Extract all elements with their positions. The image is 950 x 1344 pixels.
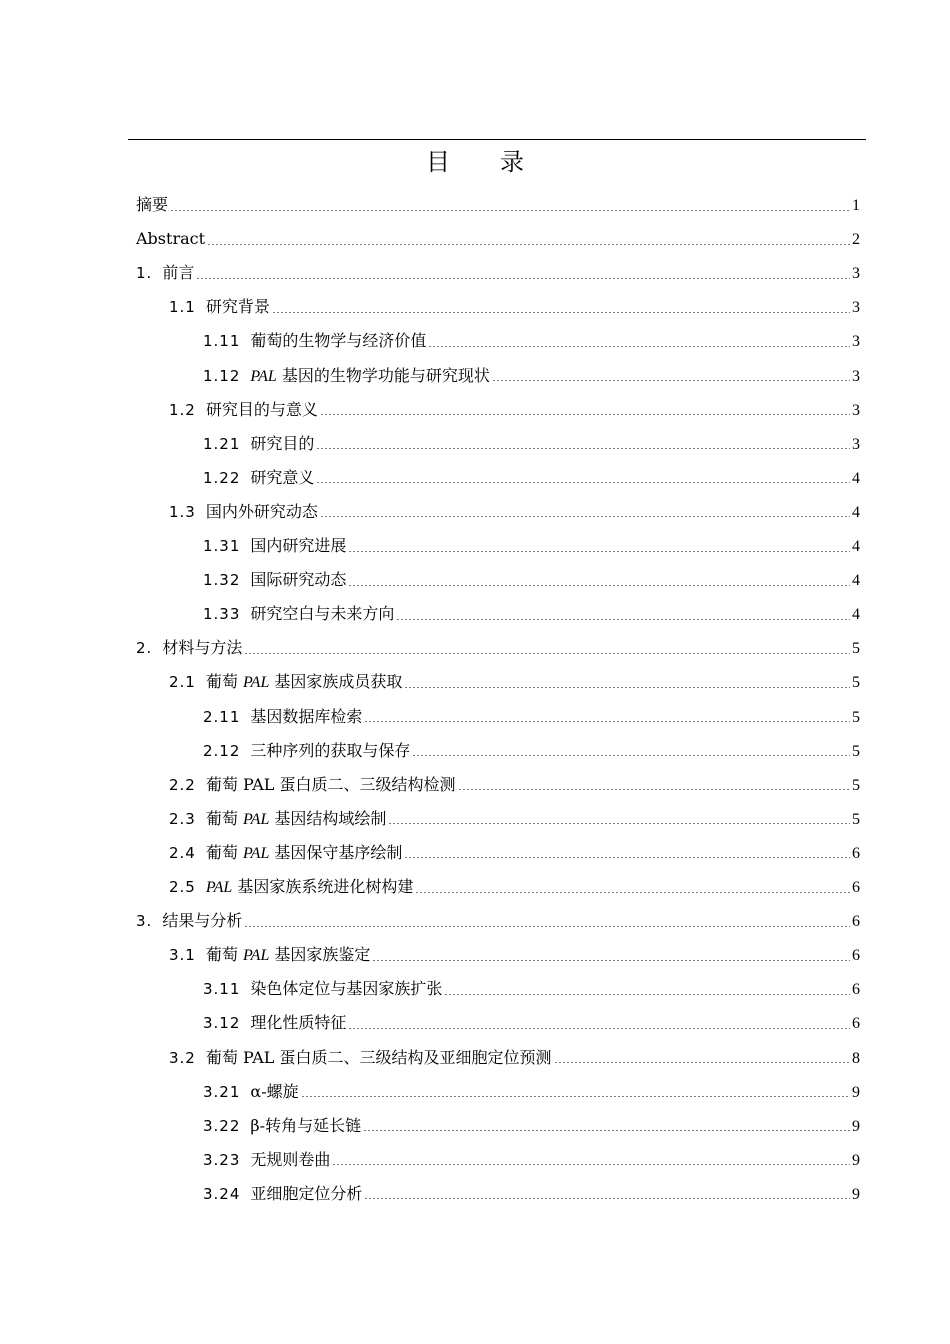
dot-leader: [492, 380, 850, 381]
dot-leader: [415, 892, 850, 893]
dot-leader: [316, 448, 850, 449]
toc-entry-label: PAL 基因的生物学功能与研究现状: [250, 365, 490, 385]
dot-leader: [348, 551, 850, 552]
toc-entry-label: 国内外研究动态: [205, 501, 318, 521]
toc-entry-number: 2.11: [203, 707, 241, 726]
toc-entry-number: 2.: [136, 639, 153, 658]
header-rule: [128, 139, 866, 140]
dot-leader: [320, 414, 850, 415]
toc-entry-label: 葡萄 PAL 基因家族鉴定: [205, 945, 371, 965]
dot-leader: [364, 721, 850, 722]
toc-entry-page: 5: [852, 708, 860, 726]
toc-entry[interactable]: [136, 188, 860, 222]
toc-entry-page: 3: [852, 299, 860, 317]
dot-leader: [404, 857, 850, 858]
dot-leader: [396, 619, 850, 620]
dot-leader: [316, 482, 850, 483]
toc-entry-page: 2: [852, 231, 860, 249]
toc-entry-number: 2.1: [169, 673, 196, 692]
toc-entry-page: 9: [852, 1185, 860, 1203]
toc-entry-number: 3.12: [203, 1014, 241, 1033]
toc-entry[interactable]: [169, 1041, 860, 1075]
toc-entry[interactable]: [169, 768, 860, 802]
toc-entry-label: 葡萄 PAL 基因家族成员获取: [205, 672, 403, 692]
toc-entry-number: 1.11: [203, 332, 241, 351]
toc-entry-page: 9: [852, 1083, 860, 1101]
dot-leader: [207, 244, 850, 245]
dot-leader: [372, 960, 850, 961]
toc-entry-label: 研究目的与意义: [205, 399, 318, 419]
dot-leader: [404, 687, 850, 688]
dot-leader: [348, 1028, 850, 1029]
toc-entry-number: 3.23: [203, 1150, 241, 1169]
toc-entry-number: 3.2: [169, 1048, 196, 1067]
dot-leader: [458, 789, 850, 790]
toc-entry[interactable]: [169, 870, 860, 904]
toc-entry-number: 2.4: [169, 843, 196, 862]
toc-entry-label: 葡萄 PAL 基因结构域绘制: [205, 808, 387, 828]
toc-entry-number: 3.24: [203, 1184, 241, 1203]
toc-title: [0, 146, 950, 178]
toc-entry-number: 1.21: [203, 434, 241, 453]
toc-entry[interactable]: [203, 1143, 860, 1177]
gene-name: PAL: [242, 947, 270, 965]
toc-entry-number: 1.3: [169, 502, 196, 521]
toc-entry-page: 9: [852, 1151, 860, 1169]
toc-entry-label: 亚细胞定位分析: [250, 1183, 363, 1203]
toc-entry[interactable]: [203, 427, 860, 461]
toc-entry-page: 4: [852, 572, 860, 590]
toc-entry[interactable]: [203, 734, 860, 768]
toc-entry-label: Abstract: [136, 229, 206, 249]
dot-leader: [364, 1198, 850, 1199]
toc-entry-number: 1.2: [169, 400, 196, 419]
toc-entry-label: 研究空白与未来方向: [250, 604, 395, 624]
toc-entry-number: 3.21: [203, 1082, 241, 1101]
toc-entry[interactable]: [169, 802, 860, 836]
toc-entry[interactable]: [136, 904, 860, 938]
toc-entry[interactable]: [169, 495, 860, 529]
toc-title-part2: 录: [500, 148, 524, 176]
gene-name: PAL: [242, 844, 270, 862]
toc-entry-number: 1.12: [203, 366, 241, 385]
toc-entry[interactable]: [203, 700, 860, 734]
toc-entry-label: 葡萄 PAL 蛋白质二、三级结构检测: [205, 774, 456, 794]
toc-entry-page: 3: [852, 401, 860, 419]
toc-entry-label: 研究意义: [250, 467, 315, 487]
dot-leader: [320, 516, 850, 517]
gene-name: PAL: [242, 674, 270, 692]
toc-entry-page: 5: [852, 742, 860, 760]
toc-entry-label: 葡萄 PAL 蛋白质二、三级结构及亚细胞定位预测: [205, 1047, 552, 1067]
dot-leader: [412, 755, 850, 756]
toc-entry-page: 6: [852, 913, 860, 931]
toc-entry-page: 5: [852, 640, 860, 658]
toc-entry-label: 国内研究进展: [250, 536, 347, 555]
toc-entry-label: 基因数据库检索: [250, 706, 363, 726]
toc-entry-label: 葡萄的生物学与经济价值: [250, 331, 427, 351]
toc-entry-page: 6: [852, 947, 860, 965]
toc-entry[interactable]: [203, 1006, 860, 1040]
toc-entry-page: 6: [852, 844, 860, 862]
toc-entry[interactable]: [203, 1075, 860, 1109]
toc-entry-label: 葡萄 PAL 基因保守基序绘制: [205, 842, 403, 862]
dot-leader: [244, 653, 850, 654]
toc-entry-label: β-转角与延长链: [250, 1115, 362, 1135]
dot-leader: [170, 210, 850, 211]
toc-entry[interactable]: [203, 324, 860, 358]
toc-entry-page: 4: [852, 469, 860, 487]
toc-entry-number: 1.22: [203, 468, 241, 487]
dot-leader: [332, 1164, 850, 1165]
toc-entry-page: 5: [852, 776, 860, 794]
toc-entry-number: 2.3: [169, 809, 196, 828]
toc-entry-page: 6: [852, 981, 860, 999]
toc-entry-number: 3.: [136, 912, 153, 931]
toc-entry-label: 研究背景: [205, 297, 270, 317]
toc-entry-page: 1: [852, 197, 860, 214]
toc-entry-label: 摘要: [136, 195, 169, 214]
gene-name: PAL: [250, 367, 277, 385]
toc-entry[interactable]: [203, 529, 860, 563]
toc-entry[interactable]: [203, 563, 860, 597]
toc-entry-number: 1.1: [169, 298, 196, 317]
toc-entry-number: 3.22: [203, 1116, 241, 1135]
toc-entry[interactable]: [169, 290, 860, 324]
toc-entry-number: 1.31: [203, 537, 241, 555]
toc-entry[interactable]: [169, 393, 860, 427]
toc-entry-page: 3: [852, 333, 860, 351]
toc-entry-page: 9: [852, 1117, 860, 1135]
toc-entry-label: 材料与方法: [162, 638, 243, 658]
toc-entry[interactable]: [203, 359, 860, 393]
toc-entry-label: 染色体定位与基因家族扩张: [250, 979, 443, 999]
toc-entry-number: 2.12: [203, 741, 241, 760]
dot-leader: [428, 346, 850, 347]
toc-entry-number: 3.11: [203, 980, 241, 999]
toc-entry[interactable]: [136, 631, 860, 665]
dot-leader: [348, 585, 850, 586]
toc-entry-number: 2.2: [169, 775, 196, 794]
toc-entry[interactable]: [169, 665, 860, 699]
toc-entry-page: 3: [852, 265, 860, 283]
toc-entry-page: 4: [852, 606, 860, 624]
toc-entry-number: 2.5: [169, 878, 196, 896]
dot-leader: [301, 1096, 850, 1097]
toc-entry-number: 1.32: [203, 571, 241, 590]
toc-entry[interactable]: [203, 461, 860, 495]
toc-entry-page: 6: [852, 879, 860, 896]
toc-entry-label: PAL 基因家族系统进化树构建: [205, 877, 414, 896]
toc-entry-page: 4: [852, 503, 860, 521]
toc-entry-label: 无规则卷曲: [250, 1149, 331, 1169]
toc-entry-label: 研究目的: [250, 433, 315, 453]
toc-entry[interactable]: [169, 938, 860, 972]
dot-leader: [363, 1130, 850, 1131]
toc-entry-label: 前言: [162, 263, 195, 283]
toc-entry[interactable]: [203, 1177, 860, 1211]
toc-entry-page: 6: [852, 1015, 860, 1033]
toc-entry[interactable]: [136, 256, 860, 290]
toc-entry-label: 理化性质特征: [250, 1013, 347, 1033]
toc-entry-page: 4: [852, 538, 860, 555]
toc-entry-page: 5: [852, 674, 860, 692]
toc-entry-page: 3: [852, 435, 860, 453]
dot-leader: [196, 278, 850, 279]
toc-entry-number: 1.: [136, 264, 153, 283]
toc-entry-number: 3.1: [169, 946, 196, 965]
toc-entry-page: 8: [852, 1049, 860, 1067]
toc-entry-page: 3: [852, 367, 860, 385]
toc-entry[interactable]: [203, 597, 860, 631]
toc-entry[interactable]: [169, 836, 860, 870]
toc-entry-label: 三种序列的获取与保存: [250, 740, 411, 760]
toc-title-part1: 目: [426, 148, 450, 176]
toc-entry-page: 5: [852, 810, 860, 828]
toc-entry-label: 国际研究动态: [250, 570, 347, 590]
dot-leader: [388, 823, 850, 824]
dot-leader: [272, 312, 850, 313]
gene-name: PAL: [242, 810, 270, 828]
toc-entry-label: α-螺旋: [250, 1081, 299, 1101]
toc-entry[interactable]: [203, 1109, 860, 1143]
dot-leader: [444, 994, 850, 995]
gene-name: PAL: [205, 879, 233, 896]
dot-leader: [244, 926, 850, 927]
toc-entry-number: 1.33: [203, 605, 241, 624]
toc-entry-label: 结果与分析: [162, 911, 243, 931]
toc-entry[interactable]: [136, 222, 860, 256]
toc-entry[interactable]: [203, 972, 860, 1006]
dot-leader: [554, 1062, 850, 1063]
